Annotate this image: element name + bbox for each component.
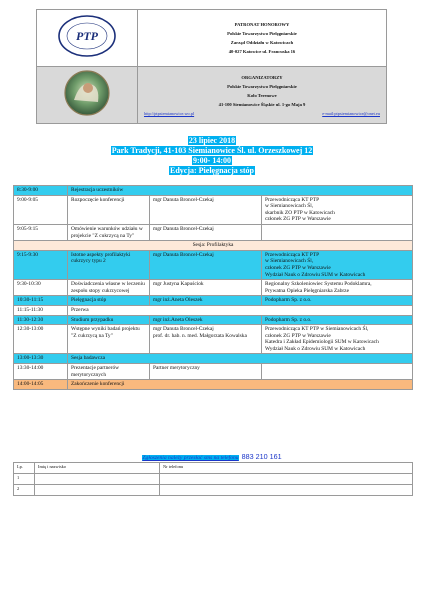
affiliation-cell: Przewodnicząca KT PTP w Siemianowicach Śl, skarbnik ZO PTP w Katowicach członek ZG PTP w Warszawie [262,195,413,224]
time-cell: 11:30-12:30 [14,315,68,325]
agenda-item-cell: Przerwa [68,305,413,315]
time-cell: 9:00-9:05 [14,195,68,224]
event-venue: Park Tradycji, 41-103 Siemianowice Śl. ul. Orzeszkowej 12 [111,146,313,155]
time-cell: 9:15-9:30 [14,250,68,279]
registration-header-cell: Imię i nazwisko [35,463,160,474]
registration-entry-cell[interactable] [160,485,413,496]
programme-table [13,185,413,390]
organizer-address: 41-100 Siemianowice Śląskie ul. 1-go Maja 9 [218,101,306,107]
website-link[interactable]: http://ptpsiemianowice.wo.pl [144,110,195,116]
speaker-cell: mgr Danuta Broncel-Czekaj [150,224,262,240]
speaker-cell: Partner merytoryczny [150,364,262,380]
topic-cell: Omówienie warunków udziału w projekcie "Z cukrzycą na Ty" [68,224,150,240]
email-link[interactable]: e-mail:ptpsiemianowice@onet.eu [322,110,380,116]
time-cell: 13:30-14:00 [14,364,68,380]
session-header-cell: Sesja: Profilaktyka [14,241,413,251]
affiliation-cell: Podopharm Sp. z o.o. [262,315,413,325]
event-edition-banner [0,160,424,178]
programme-row [14,224,413,240]
speaker-cell: mgr Danuta Broncel-Czekaj [150,195,262,224]
registration-row [14,485,413,496]
time-cell: 10:30-11:15 [14,296,68,306]
topic-cell: Studium przypadku [68,315,150,325]
affiliation-cell: Przewodnicząca KT PTP w Siemianowicach Śl, członek ZG PTP w Warszawie Katedra i Zakład Epidemiologii SUM w Katowicach Wydział Nauk o Zdrowiu SUM w Katowicach [262,325,413,354]
topic-cell: Istotne aspekty profilaktyki cukrzycy typu 2 [68,250,150,279]
programme-row [14,280,413,296]
patronage-logo-cell [37,10,138,67]
logo-monogram: PTP [76,28,98,43]
organizers-title: ORGANIZATORZY [241,74,283,80]
branch-name: Zarząd Oddziału w Katowicach [230,40,294,45]
programme-row [14,315,413,325]
programme-row [14,354,413,364]
registration-number-cell: 1 [14,474,35,485]
registration-header-cell: Nr telefonu [160,463,413,474]
programme-row [14,241,413,251]
time-cell: 9:05-9:15 [14,224,68,240]
header-table [36,9,387,124]
event-edition: Edycja: Pielęgnacja stóp [170,166,254,175]
programme-row [14,380,413,390]
organizer-society: Polskie Towarzystwo Pielęgniarskie [227,83,297,89]
event-hours: 9:00- 14:00 [193,156,231,165]
speaker-cell: mgr inż.Aneta Oleszek [150,315,262,325]
event-date: 23 lipiec 2018 [188,136,236,145]
society-name: Polskie Towarzystwo Pielęgniarskie [227,31,297,36]
topic-cell: Doświadczenia własne w leczeniu zespołu stopy cukrzycowej [68,280,150,296]
sms-phone-number: 883 210 161 [241,452,282,461]
organizers-text-cell [138,67,387,124]
registration-header-row [14,463,413,474]
time-cell: 13:00-13:30 [14,354,68,364]
registration-entry-cell[interactable] [35,474,160,485]
affiliation-cell [262,364,413,380]
agenda-item-cell: Rejestracja uczestników [68,186,413,196]
programme-row [14,305,413,315]
patronage-title: PATRONAT HONOROWY [234,22,290,27]
branch-address: 40-027 Katowice ul. Francuska 16 [228,49,296,54]
affiliation-cell: Przewodnicząca KT PTP w Siemianowicach Śl, członek ZG PTP w Warszawie Wydział Nauk o Zdrowiu SUM w Katowicach [262,250,413,279]
ptp-katowice-logo-icon [56,14,118,58]
contact-links [138,109,386,118]
time-cell: 14:00-14:05 [14,380,68,390]
topic-cell: Rozpoczęcie konferencji [68,195,150,224]
sms-notice-message: Zgłoszenia należy przesłać sms na telefonu [142,455,239,461]
registration-entry-cell[interactable] [35,485,160,496]
programme-row [14,186,413,196]
organizer-logo-cell [37,67,138,124]
patronage-text-cell [138,10,387,67]
registration-number-cell: 2 [14,485,35,496]
time-cell: 11:15-11:30 [14,305,68,315]
topic-cell: Prezentacje partnerów merytorycznych [68,364,150,380]
speaker-cell: mgr Justyna Kapuściok [150,280,262,296]
registration-table [13,462,413,496]
programme-row [14,195,413,224]
time-cell: 9:30-10:30 [14,280,68,296]
agenda-item-cell: Zakończenie konferencji [68,380,413,390]
organizer-unit: Koło Terenowe [247,92,277,98]
programme-row [14,296,413,306]
speaker-cell: mgr inż.Aneta Oleszek [150,296,262,306]
programme-row [14,250,413,279]
registration-entry-cell[interactable] [160,474,413,485]
topic-cell: Pielęgnacja stóp [68,296,150,306]
programme-row [14,325,413,354]
affiliation-cell [262,224,413,240]
speaker-cell: mgr Danuta Broncel-Czekaj prof. dr. hab. n. med. Małgorzata Kowalska [150,325,262,354]
speaker-cell: mgr Danuta Broncel-Czekaj [150,250,262,279]
registration-row [14,474,413,485]
time-cell: 12:30-13:00 [14,325,68,354]
topic-cell: Wstępne wyniki badań projektu "Z cukrzycą na Ty" [68,325,150,354]
registration-header-cell: Lp. [14,463,35,474]
time-cell: 8:30-9:00 [14,186,68,196]
organizer-nurse-photo-icon [60,70,114,116]
agenda-item-cell: Sesja badawcza [68,354,413,364]
affiliation-cell: Regionalny Szkoleniowiec Systemu Podoklamra, Prywatna Opieka Pielęgniarska Zabrze [262,280,413,296]
programme-row [14,364,413,380]
affiliation-cell: Podopharm Sp. z o.o. [262,296,413,306]
